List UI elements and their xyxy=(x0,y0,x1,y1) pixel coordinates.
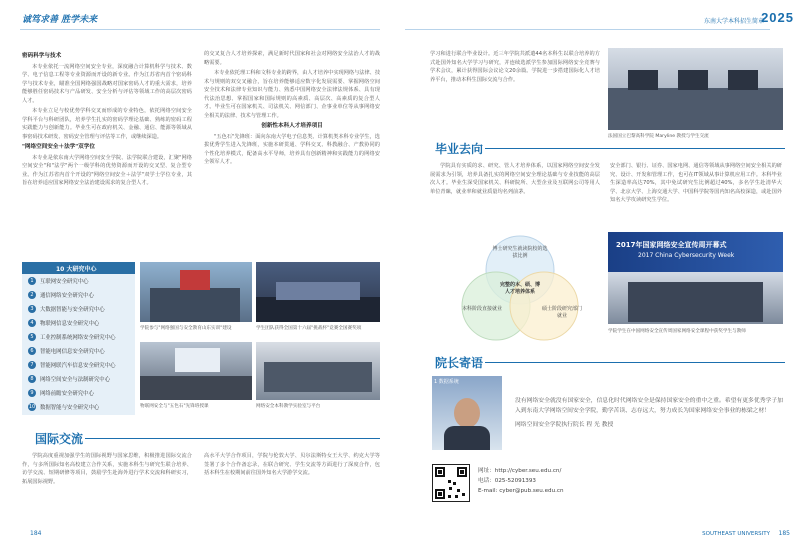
right-page xyxy=(400,0,800,543)
contact-phone: 电话：025-52091393 xyxy=(478,478,536,484)
header-rule xyxy=(405,29,770,30)
heading-innovation: 创新性本科人才培养项目 xyxy=(261,123,323,129)
research-center-label: 网络空间安全与法制研究中心 xyxy=(40,377,111,383)
research-center-item xyxy=(22,288,135,302)
research-center-item xyxy=(22,358,135,372)
photo-caption: 网络安全本科教学实验室与平台 xyxy=(256,404,321,409)
paragraph: 高水平大学合作项目，学院与伦敦大学、贝尔法斯特女王大学、约克大学等签署了多个合作备忘录，在联合研究、学生交流等方面进行了深度合作，包括本科生在校期间前往国外知名大学游学交流。 xyxy=(204,453,380,476)
paragraph: "五色石"先锋班：面向东南大学电子信息类、计算机类本科专业学生，选拔优秀学生进入先锋班，实施本研贯通、学科交叉、科教融合、产教协同的个性化培养模式，配备高水平导师，培养具有创新精神和实践能力的网络安全领军人才。 xyxy=(204,133,380,165)
intl-col-1 xyxy=(22,452,192,488)
dean-signature: 网络空间安全学院执行院长 程 光 教授 xyxy=(515,422,614,428)
paragraph: 的交叉复合人才培养探索，满足新时代国家和社会对网络安全法治人才的战略需要。 xyxy=(204,51,380,66)
item-number-badge: 6 xyxy=(28,347,36,355)
photo-students-computers xyxy=(608,48,783,130)
photo-cybersecurity-week xyxy=(608,232,783,324)
research-center-item xyxy=(22,330,135,344)
heading-crypto: 密码科学与技术 xyxy=(22,53,62,59)
paragraph: 学院高度重视加强学生的国际视野与国家思维，积极推进国际交流合作，与多所国际知名高校建立合作关系，实施本科生与研究生联合培养、访学交流、短期研修等项目，鼓励学生赴海外进行学术交流和科研实习，拓展国际视野。 xyxy=(22,453,192,485)
paragraph: 没有网络安全就没有国家安全，信息化时代网络安全是保持国家安全的重中之重。希望有更多优秀学子加入到东南大学网络空间安全学院，勤学苦读、志存远大，努力成长为国家网络安全事业的栋梁之材！ xyxy=(515,398,783,414)
item-number-badge: 9 xyxy=(28,389,36,397)
venn-diagram xyxy=(440,232,600,344)
left-col-2 xyxy=(204,50,380,169)
section-rule xyxy=(85,438,380,439)
photo-award-team xyxy=(256,262,380,322)
contact-info xyxy=(478,466,564,496)
item-number-badge: 10 xyxy=(28,404,36,410)
paragraph: 学习和进行联合毕业设计。近三年学院共派遣44名本科生以联合培养的方式赴国外知名大学学习与研究，并连续选派学生参加国际网络安全竞赛与学术会议，累计获得国际会议论文20余篇。学院进一步搭建国际化人才培养平台，推动本科生国际交流与合作。 xyxy=(430,51,600,83)
paragraph: 本专业依托一流网络空间安全专业，深度融合计算机科学与技术、数学、电子信息工程等专业资源而开设的新专业。作为江苏省内首个密码科学与技术专业，瞄准全国网络强国战略对国家密码人才的重大需求，培养能够胜任密码技术与产品研发、安全分析与评估等领域工作的高层次密码人才。 xyxy=(22,63,192,104)
item-number-badge: 3 xyxy=(28,305,36,313)
research-center-label: 互联网安全研究中心 xyxy=(40,279,89,285)
contact-email[interactable]: E-mail: cyber@pub.seu.edu.cn xyxy=(478,488,564,494)
header-subtitle: 东南大学本科招生简章 xyxy=(703,18,764,25)
photo-classroom xyxy=(140,342,252,400)
research-center-item xyxy=(22,344,135,358)
qr-svg xyxy=(433,465,469,501)
venn-label-top: 博士研究生就读院校的选拔比例 xyxy=(492,246,548,259)
research-center-label: 数据智能与安全研究中心 xyxy=(40,405,100,411)
header-rule xyxy=(20,29,380,30)
page-number: 185 xyxy=(778,530,790,537)
venn-label-left: 本科阶段直接就业 xyxy=(462,306,503,312)
item-number-badge: 4 xyxy=(28,319,36,327)
dean-portrait xyxy=(432,376,502,450)
contact-website[interactable]: 网址：http://cyber.seu.edu.cn/ xyxy=(478,468,562,474)
item-number-badge: 1 xyxy=(28,277,36,285)
section-title-employment: 毕业去向 xyxy=(435,142,484,156)
section-title-dean: 院长寄语 xyxy=(435,356,484,370)
research-center-item xyxy=(22,386,135,400)
research-center-item xyxy=(22,316,135,330)
photo-caption: 学院学生在中国网络安全宣传周国家网络安全课程中获奖学生与教师 xyxy=(608,329,746,334)
research-center-item xyxy=(22,302,135,316)
section-title-international: 国际交流 xyxy=(35,432,84,446)
item-number-badge: 7 xyxy=(28,361,36,369)
research-center-label: 通信网络安全研究中心 xyxy=(40,293,94,299)
heading-dual-degree: "网络空间安全＋法学"双学位 xyxy=(22,144,95,150)
item-number-badge: 2 xyxy=(28,291,36,299)
footer-label: SOUTHEAST UNIVERSITY xyxy=(702,531,770,537)
dean-message xyxy=(515,396,783,432)
panel-title: 10 大研究中心 xyxy=(22,262,135,274)
research-centers-list xyxy=(22,274,135,414)
paragraph: 本专业是依东南大学网络空间安全学院、法学院联合建设，汇聚"网络空间安全"和"法学"两个一级学科的优势资源而开设的交叉型、复合型专业。作为江苏省内首个开设的"网络空间安全＋法学"双学士学位专业，其旨在培养适应国家网络安全法治建设需求的复合型人才。 xyxy=(22,154,192,186)
research-center-label: 智能电网信息安全研究中心 xyxy=(40,349,105,355)
research-center-item xyxy=(22,400,135,414)
research-center-label: 工业控制系统网络安全研究中心 xyxy=(40,335,116,341)
photo-caption: 学生团队获得全国第十六届"挑战杯"竞赛全国赛奖项 xyxy=(256,326,362,331)
venn-label-right: 硕士阶段研究部门就业 xyxy=(541,306,582,319)
research-center-label: 网络前瞻安全研究中心 xyxy=(40,391,94,397)
research-center-item xyxy=(22,372,135,386)
item-number-badge: 8 xyxy=(28,375,36,383)
employment-col-1 xyxy=(430,162,600,198)
photo-lab-visit xyxy=(140,262,252,322)
venn-label-center: 完整的本、硕、博人才培养体系 xyxy=(500,282,541,295)
section-rule xyxy=(485,362,785,363)
header-year: 2025 xyxy=(761,10,794,25)
paragraph: 本专业依托理工科和文科专业的跨界，由人才培养中实现网络与法律、技术与规则的双交叉融合，旨在培养能够适应数字化发展需要、掌握网络空间安全技术和法律专业知识与能力、熟悉中国网络安全法律法规体系、具有现代法治思想、掌握国家和国际规则的高素质、高层次、高素质的复合型人才。毕业生可在国家机关、司法机关、网信部门、企事业单位等从事网络安全相关的法律、技术与管理工作。 xyxy=(204,70,381,119)
photo-caption: 物联网安全与"五色石"先锋班授课 xyxy=(140,404,209,409)
section-rule xyxy=(485,148,785,149)
photo-lab-platform xyxy=(256,342,380,400)
research-center-item xyxy=(22,274,135,288)
photo-caption: 法国国立巴黎高科学院 Maryline 教授与学生交流 xyxy=(608,134,709,139)
qr-code xyxy=(432,464,470,502)
item-number-badge: 5 xyxy=(28,333,36,341)
left-col-1 xyxy=(22,50,192,190)
paragraph: 学院具有实质的求、研究、管人才培养体系，以国家网络空间安全发展需求为引领，培养具备扎实的网络空间安全理论基础与专业技能的高层次人才。毕业生深受国家机关、科研院所、大型企业及互联网公司等用人单位青睐，就业率和就业质量均名列前茅。 xyxy=(430,163,600,195)
banner-line-2: 2017 China Cybersecurity Week xyxy=(638,252,735,259)
research-center-label: 物联网信息安全研究中心 xyxy=(40,321,100,327)
research-centers-panel xyxy=(22,262,135,415)
paragraph: 本专业立足与校优势学科交叉而形成的专业特色，依托网络空间安全学科平台与科研团队，培养学生扎实的密码学理论基础、熟练的密码工程实践能力与创新能力。毕业生可在政府机关、金融、通信、能源等领域从事密码技术研发、密码安全管理与评估等工作，或继续深造。 xyxy=(22,108,192,140)
paragraph: 安全部门、银行、证券、国家电网、通信等领域从事网络空间安全相关的研究、设计、开发和管理工作，也可在IT领域从事计算机应用工作。本科毕业生深造率高达70%，其中免试研究生比例超过40%，多名学生赴清华大学、北京大学、上海交通大学、中国科学院等国内知名高校深造，或赴国外知名大学攻读研究生学位。 xyxy=(610,163,782,203)
employment-col-2 xyxy=(610,162,782,207)
research-center-label: 大数据智能与安全研究中心 xyxy=(40,307,105,313)
intl-col-2 xyxy=(204,452,380,480)
right-top-text xyxy=(430,50,600,86)
portrait-screen-text: 1 数据系统 xyxy=(434,379,459,385)
banner-line-1: 2017年国家网络安全宣传周开幕式 xyxy=(616,241,727,249)
research-center-label: 智能网联汽车信息安全研究中心 xyxy=(40,363,116,369)
page-number: 184 xyxy=(30,530,42,537)
slogan: 诚笃求善 胜学未来 xyxy=(22,15,98,25)
photo-caption: 学院参与"网络强国与安全教育山东实训"建设 xyxy=(140,326,232,331)
